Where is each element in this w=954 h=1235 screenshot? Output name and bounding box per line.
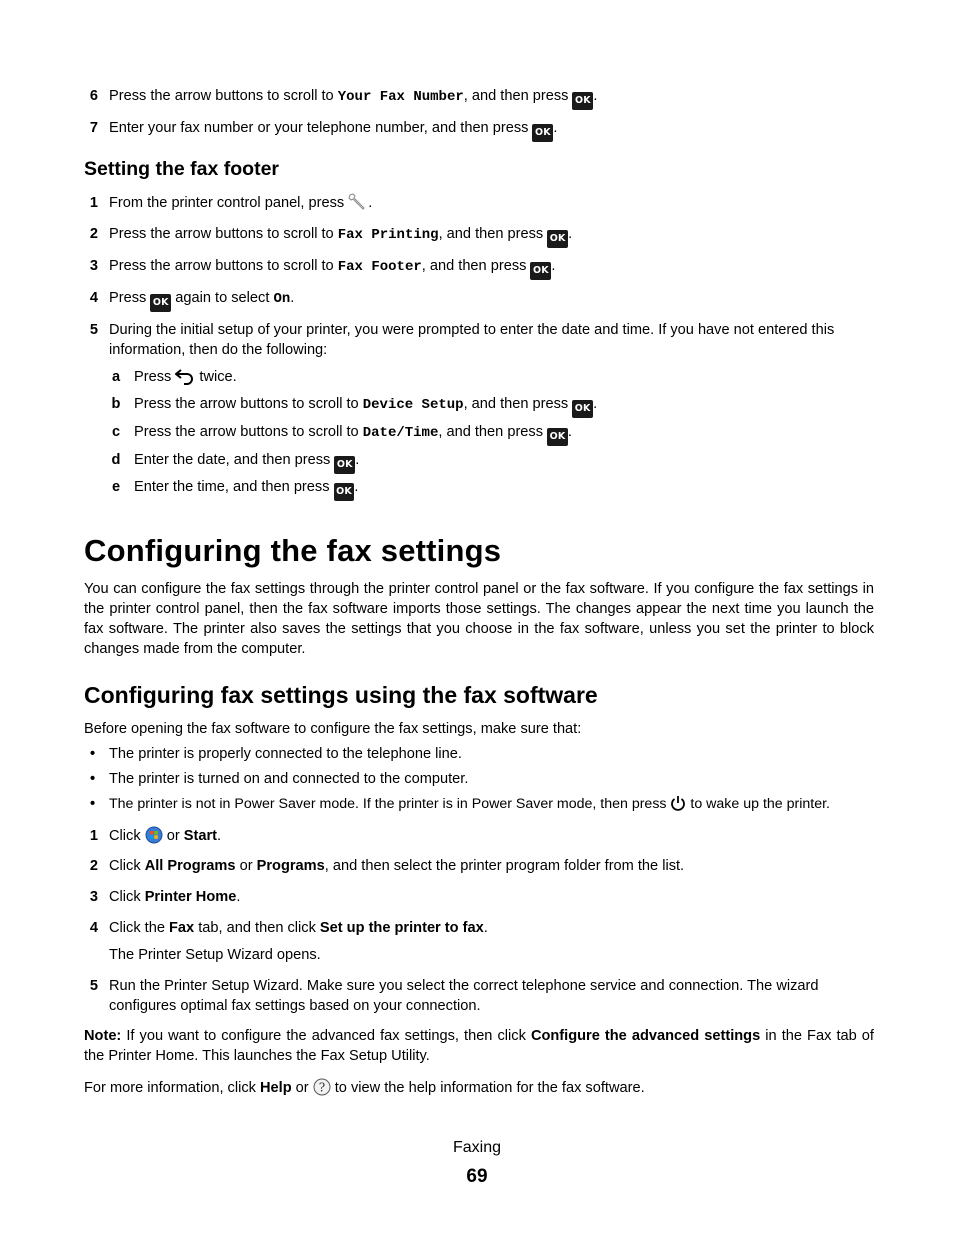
- step-number: 4: [89, 920, 98, 936]
- ok-button-icon: OK: [530, 262, 551, 280]
- step-number: 5: [89, 978, 98, 994]
- lead-paragraph: Before opening the fax software to configure the fax settings, make sure that:: [84, 721, 582, 737]
- software-step-5: [84, 976, 874, 1014]
- step-text: Enter your fax number or your telephone number, and then press OK .: [109, 118, 874, 142]
- back-arrow-icon: [175, 367, 195, 391]
- windows-start-icon: [145, 826, 163, 850]
- step-text: Click or Start.: [109, 826, 874, 850]
- ok-button-icon: OK: [572, 92, 593, 110]
- substep-letter: e: [111, 479, 121, 495]
- step-number: 4: [89, 290, 98, 306]
- step-4-result: The Printer Setup Wizard opens.: [109, 947, 321, 963]
- footer-step-2: [84, 224, 874, 244]
- ok-button-icon: OK: [532, 124, 553, 142]
- step-text: Press the arrow buttons to scroll to Fax Printing, and then press OK .: [109, 224, 874, 248]
- wrench-icon: [348, 193, 368, 217]
- page-number: 69: [466, 1166, 488, 1187]
- step-text: During the initial setup of your printer, you were prompted to enter the date and time. If you have not entered this information, then do the following:: [109, 322, 835, 358]
- bullet-icon: •: [90, 796, 96, 812]
- step-number: 2: [89, 858, 98, 874]
- note-paragraph: Note: If you want to configure the advanced fax settings, then click Configure the advanced settings in the Fax tab of the Printer Home. This launches the Fax Setup Utility.: [84, 1028, 874, 1064]
- intro-paragraph: You can configure the fax settings through the printer control panel or the fax software. If you configure the fax settings in the printer control panel, then the fax software imports those settings. The changes appear the next time you launch the fax software. The printer also saves the settings that you choose in the fax software, unless you set the printer to block changes made from the computer.: [84, 581, 874, 657]
- substep-text: Enter the date, and then press OK .: [134, 450, 869, 474]
- step-text: Run the Printer Setup Wizard. Make sure you select the correct telephone service and connection. The wizard configures optimal fax settings based on your connection.: [109, 978, 819, 1014]
- step-number: 1: [89, 828, 98, 844]
- power-icon: [670, 794, 686, 818]
- ok-button-icon: OK: [334, 456, 355, 474]
- step-text: Click Printer Home.: [109, 889, 241, 905]
- step-text: Click the Fax tab, and then click Set up the printer to fax.: [109, 920, 488, 936]
- menu-item-code: On: [273, 291, 291, 307]
- step-number: 2: [89, 226, 98, 242]
- footer-step-3: [84, 256, 874, 276]
- step-text: Press the arrow buttons to scroll to Fax Footer, and then press OK .: [109, 256, 874, 280]
- ok-button-icon: OK: [334, 483, 355, 501]
- menu-item-code: Date/Time: [362, 425, 439, 441]
- bullet-text: The printer is not in Power Saver mode. If the printer is in Power Saver mode, then press to wake up the printer.: [109, 794, 884, 818]
- software-step-3: [84, 887, 874, 907]
- substep-letter: b: [111, 396, 121, 412]
- step-7: [84, 118, 874, 138]
- bullet-icon: •: [90, 771, 96, 787]
- menu-item-code: Fax Footer: [337, 259, 422, 275]
- substep-text: Enter the time, and then press OK .: [134, 477, 869, 501]
- section-heading-fax-footer: Setting the fax footer: [84, 158, 280, 180]
- substep-text: Press twice.: [134, 367, 869, 391]
- bullet-icon: •: [90, 746, 96, 762]
- section-heading-fax-software: Configuring fax settings using the fax software: [84, 682, 598, 708]
- ok-button-icon: OK: [150, 294, 171, 312]
- substep-text: Press the arrow buttons to scroll to Date/Time, and then press OK .: [134, 422, 869, 446]
- menu-item-code: Your Fax Number: [337, 89, 464, 105]
- svg-text:?: ?: [318, 1080, 325, 1095]
- more-info-paragraph: For more information, click Help or ? to view the help information for the fax software.: [84, 1078, 874, 1102]
- step-text: From the printer control panel, press .: [109, 193, 874, 217]
- ok-button-icon: OK: [547, 230, 568, 248]
- step-number: 7: [89, 120, 98, 136]
- substep-letter: d: [111, 452, 121, 468]
- step-number: 3: [89, 889, 98, 905]
- help-question-icon: [313, 1078, 331, 1102]
- footer-step-5: [84, 320, 874, 358]
- footer-step-4: [84, 288, 874, 308]
- step-text: Press OK again to select On.: [109, 288, 874, 312]
- software-step-4: [84, 918, 874, 938]
- software-step-1: [84, 826, 874, 846]
- ok-button-icon: OK: [572, 400, 593, 418]
- ok-button-icon: OK: [547, 428, 568, 446]
- step-number: 1: [89, 195, 98, 211]
- step-text: Click All Programs or Programs, and then select the printer program folder from the list.: [109, 858, 685, 874]
- step-number: 6: [89, 88, 98, 104]
- substep-letter: a: [111, 369, 121, 385]
- note-label: Note:: [84, 1028, 122, 1044]
- footer-step-1: [84, 193, 874, 213]
- footer-chapter-label: Faxing: [452, 1139, 502, 1156]
- page-title: Configuring the fax settings: [84, 533, 502, 568]
- step-number: 3: [89, 258, 98, 274]
- step-number: 5: [89, 322, 98, 338]
- bullet-text: The printer is turned on and connected to the computer.: [109, 771, 469, 787]
- step-6: [84, 86, 874, 106]
- substep-letter: c: [111, 424, 121, 440]
- software-step-2: [84, 856, 874, 876]
- bullet-text: The printer is properly connected to the telephone line.: [109, 746, 462, 762]
- menu-item-code: Fax Printing: [337, 227, 439, 243]
- step-text: Press the arrow buttons to scroll to Your Fax Number, and then press OK .: [109, 86, 874, 110]
- substep-text: Press the arrow buttons to scroll to Device Setup, and then press OK .: [134, 394, 869, 418]
- menu-item-code: Device Setup: [362, 397, 464, 413]
